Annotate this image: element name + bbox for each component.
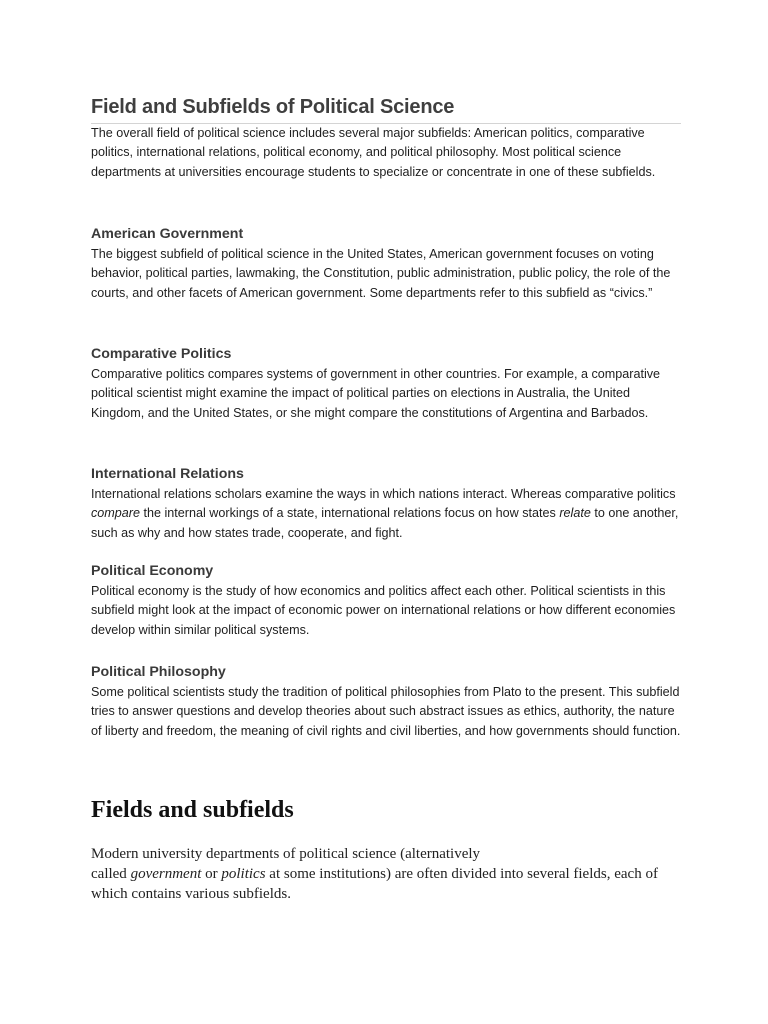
fs-emphasis-government: government <box>130 866 202 882</box>
ir-text-1: International relations scholars examine the ways in which nations interact. Whereas comparative politics <box>91 487 676 501</box>
page-title: Field and Subfields of Political Science <box>91 94 681 124</box>
political-economy-heading: Political Economy <box>91 563 214 579</box>
comparative-politics-heading: Comparative Politics <box>91 346 232 362</box>
comparative-politics-paragraph: Comparative politics compares systems of government in other countries. For example, a comparative political scientist might examine the impact of political parties on elections in Australia, the United Kingdom, and the United States, or she might compare the constitutions of Argentina and Barbados. <box>91 367 661 420</box>
ir-text-3: to one another, such as why and how states trade, cooperate, and fight. <box>91 506 679 540</box>
international-relations-heading: International Relations <box>91 466 244 482</box>
ir-emphasis-relate: relate <box>559 506 591 521</box>
ir-emphasis-compare: compare <box>91 506 140 521</box>
fields-subfields-paragraph <box>91 844 691 904</box>
american-government-paragraph: The biggest subfield of political science in the United States, American government focuses on voting behavior, political parties, lawmaking, the Constitution, public administration, public policy, the role of the courts, and other facets of American government. Some departments refer to this subfield as “civics.” <box>91 247 671 300</box>
international-relations-paragraph <box>91 485 681 543</box>
political-philosophy-paragraph: Some political scientists study the tradition of political philosophies from Plato to the present. This subfield tries to answer questions and develop theories about such abstract issues as ethics, authority, the nature of liberty and freedom, the meaning of civil rights and civil liberties, and how governments should function. <box>91 685 681 738</box>
fs-text-1: Modern university departments of political science (alternatively <box>91 846 481 862</box>
intro-paragraph: The overall field of political science includes several major subfields: American politics, comparative politics, international relations, political economy, and political philosophy. Most political science departments at universities encourage students to specialize or concentrate in one of these subfields. <box>91 126 656 179</box>
fields-subfields-heading: Fields and subfields <box>91 797 294 823</box>
fs-emphasis-politics: politics <box>221 866 266 882</box>
ir-text-2: the internal workings of a state, international relations focus on how states <box>140 506 560 521</box>
political-economy-paragraph: Political economy is the study of how economics and politics affect each other. Political scientists in this subfield might look at the impact of economic power on international relations or how different economies develop within similar political systems. <box>91 584 676 637</box>
fs-text-3: or <box>201 866 222 882</box>
american-government-heading: American Government <box>91 226 244 242</box>
fs-text-2: called <box>91 866 131 882</box>
fs-text-4: at some institutions) are often divided into several fields, each of which contains various subfields. <box>91 866 658 902</box>
political-philosophy-heading: Political Philosophy <box>91 664 226 680</box>
